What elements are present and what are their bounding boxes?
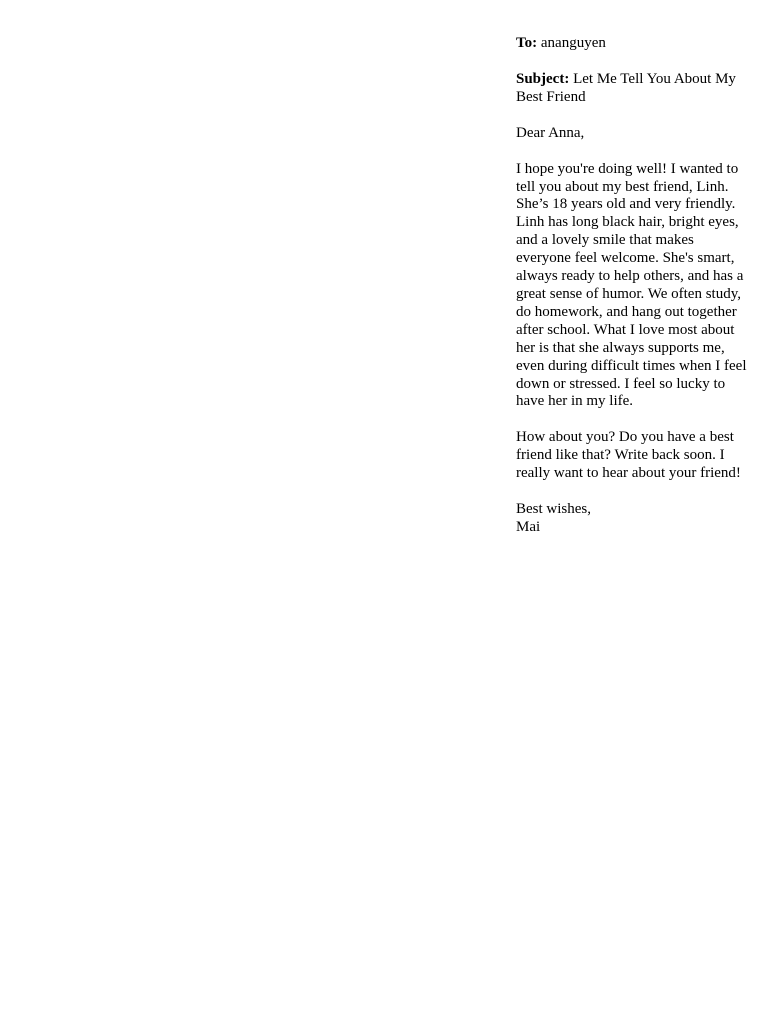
email-letter [516, 35, 752, 537]
closing-block [516, 501, 752, 537]
body-paragraph-1: I hope you're doing well! I wanted to tell you about my best friend, Linh. She’s 18 years old and very friendly. Linh has long black hair, bright eyes, and a lovely smile that makes everyone feel welcome. She's smart, always ready to help others, and has a great sense of humor. We often study, do homework, and hang out together after school. What I love most about her is that she always supports me, even during difficult times when I feel down or stressed. I feel so lucky to have her in my life. [516, 160, 747, 410]
body-paragraph-2: How about you? Do you have a best friend like that? Write back soon. I really want to hear about your friend! [516, 429, 741, 482]
recipient-value: ananguyen [540, 35, 606, 51]
subject-value: Let Me Tell You About My Best Friend [516, 70, 736, 105]
signature-name: Mai [516, 518, 541, 535]
to-label: To: [516, 35, 538, 51]
closing-phrase: Best wishes, [516, 501, 591, 518]
recipient-line [516, 35, 752, 53]
greeting: Dear Anna, [516, 124, 585, 141]
subject-line [516, 71, 752, 107]
subject-label: Subject: [516, 70, 570, 87]
